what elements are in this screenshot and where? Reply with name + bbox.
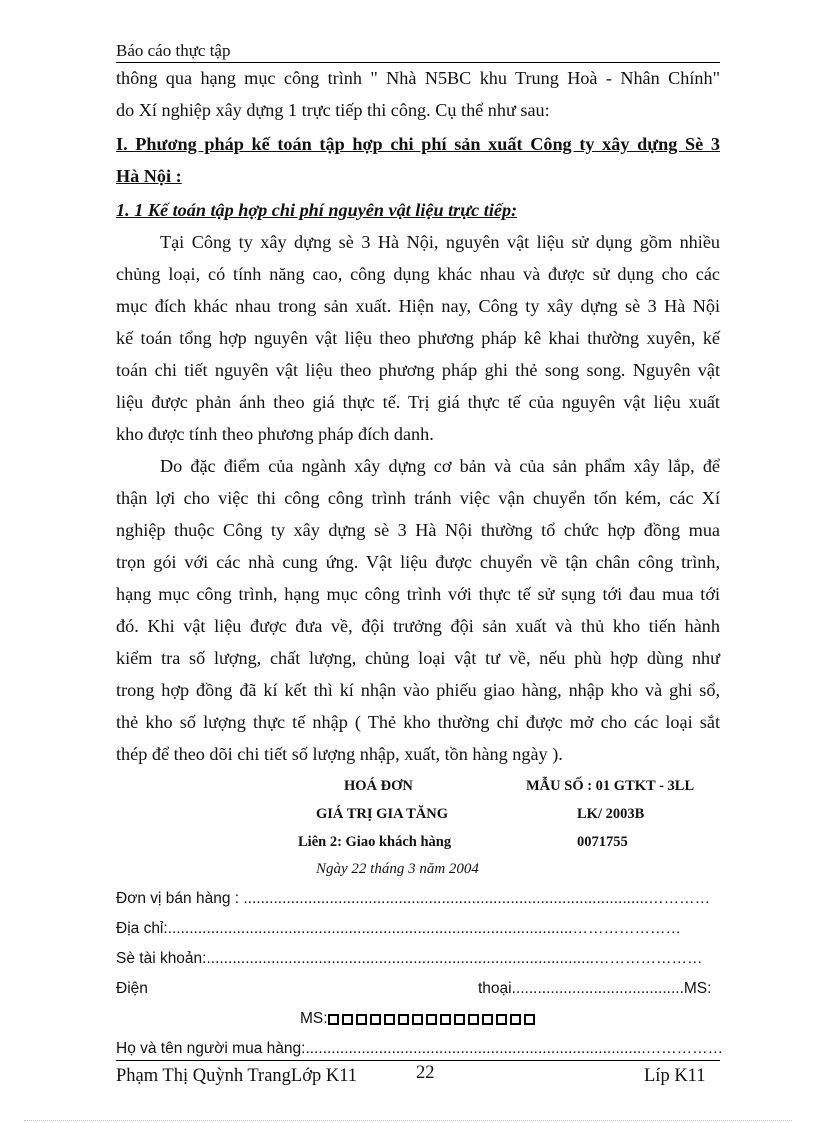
seller-field: ..............................................................................................…………: [243, 890, 711, 907]
paragraph-1-line: chủng loại, có tính năng cao, công dụng khác nhau và được sử dụng cho các: [116, 264, 720, 284]
paragraph-2-line: thẻ kho số lượng thực tế nhập ( Thẻ kho thường chỉ được mở cho các loại sắt: [116, 712, 720, 732]
phone-label-2: thoại: [478, 980, 512, 997]
account-label: Sè tài khoản:: [116, 950, 207, 967]
paragraph-1-line: kho được tính theo phương pháp đích danh.: [116, 424, 434, 444]
invoice-number: 0071755: [577, 834, 628, 850]
paragraph-1-line: Tại Công ty xây dựng sè 3 Hà Nội, nguyên vật liệu sử dụng gồm nhiều: [160, 232, 720, 252]
paragraph-2-line: thép để theo dõi chi tiết số lượng nhập, xuất, tồn hàng ngày ).: [116, 744, 563, 764]
paragraph-2-line: kiểm tra số lượng, chất lượng, chủng loại vật tư về, nếu phù hợp dùng như: [116, 648, 720, 668]
paragraph-1-line: kế toán tổng hợp nguyên vật liệu theo phương pháp kê khai thường xuyên, kế: [116, 328, 720, 348]
phone-field: ........................................: [511, 980, 684, 997]
invoice-title: HOÁ ĐƠN: [344, 778, 413, 794]
paragraph-1-line: mục đích khác nhau trong sản xuất. Hiện nay, Công ty xây dựng sè 3 Hà Nội: [116, 296, 720, 316]
tax-code-label: MS:: [683, 980, 712, 997]
invoice-subtitle: GIÁ TRỊ GIA TĂNG: [316, 806, 449, 822]
footer-class: Líp K11: [644, 1066, 706, 1086]
paragraph-2-line: thận lợi cho việc thi công công trình tránh việc vận chuyển tốn kém, các Xí: [116, 488, 720, 508]
phone-field-group: [478, 980, 711, 998]
address-label: Địa chỉ:: [116, 920, 168, 937]
tax-code-label-2: MS:: [300, 1010, 328, 1027]
footer-page-number: 22: [416, 1063, 435, 1083]
paragraph-2-line: đó. Khi vật liệu được đưa về, đội trưởng đội sản xuất và thủ kho tiến hành: [116, 616, 720, 636]
section-heading-line-2: Hà Nội :: [116, 166, 182, 186]
report-title: Báo cáo thực tập: [116, 41, 231, 60]
paragraph-2-line: trọn gói với các nhà cung ứng. Vật liệu được chuyển về tận chân công trình,: [116, 552, 720, 572]
invoice-series: LK/ 2003B: [577, 806, 645, 822]
invoice-copy: Liên 2: Giao khách hàng: [298, 834, 452, 850]
intro-line-1: thông qua hạng mục công trình " Nhà N5BC khu Trung Hoà - Nhân Chính": [116, 68, 720, 88]
buyer-row: [116, 1040, 723, 1058]
address-field: ..............................................................................................…………………: [167, 920, 681, 937]
seller-label: Đơn vị bán hàng :: [116, 890, 240, 907]
paragraph-2-line: hạng mục công trình, hạng mục công trình với thực tế sử sụng tới đau mua tới: [116, 584, 720, 604]
seller-row: [116, 890, 710, 908]
paragraph-1-line: toán chi tiết nguyên vật liệu theo phương pháp ghi thẻ song song. Nguyên vật: [116, 360, 720, 380]
section-heading-line-1: I. Phương pháp kế toán tập hợp chi phí sản xuất Công ty xây dựng Sè 3: [116, 134, 720, 154]
buyer-field: ...............................................................................……………: [305, 1040, 724, 1057]
paragraph-2-line: trong hợp đồng đã kí kết thì kí nhận vào phiếu giao hàng, nhập kho và ghi sổ,: [116, 680, 720, 700]
paragraph-1-line: liệu được phản ánh theo giá thực tế. Trị giá thực tế của nguyên vật liệu xuất: [116, 392, 720, 412]
buyer-label: Họ và tên người mua hàng:: [116, 1040, 306, 1057]
page-header: [116, 36, 720, 63]
subsection-heading: 1. 1 Kế toán tập hợp chi phí nguyên vật liệu trực tiếp:: [116, 200, 518, 220]
footer-author: Phạm Thị Quỳnh TrangLớp K11: [116, 1066, 358, 1086]
tax-code-boxes: [328, 1012, 538, 1030]
account-field: ..........................................................................................…………………: [206, 950, 703, 967]
phone-row: [116, 980, 720, 998]
phone-label: Điện: [116, 980, 148, 997]
paragraph-2-line: Do đặc điểm của ngành xây dựng cơ bản và của sản phẩm xây lắp, để: [160, 456, 720, 476]
tax-code-row: [300, 1010, 538, 1030]
address-row: [116, 920, 681, 938]
intro-line-2: do Xí nghiệp xây dựng 1 trực tiếp thi công. Cụ thể như sau:: [116, 100, 550, 120]
account-row: [116, 950, 703, 968]
paragraph-2-line: nghiệp thuộc Công ty xây dựng sè 3 Hà Nội thường tổ chức hợp đồng mua: [116, 520, 720, 540]
page-bottom-border: [24, 1120, 792, 1121]
invoice-date: Ngày 22 tháng 3 năm 2004: [316, 861, 479, 877]
footer-divider: [116, 1060, 720, 1061]
invoice-form-number: MẪU SỐ : 01 GTKT - 3LL: [526, 778, 695, 794]
